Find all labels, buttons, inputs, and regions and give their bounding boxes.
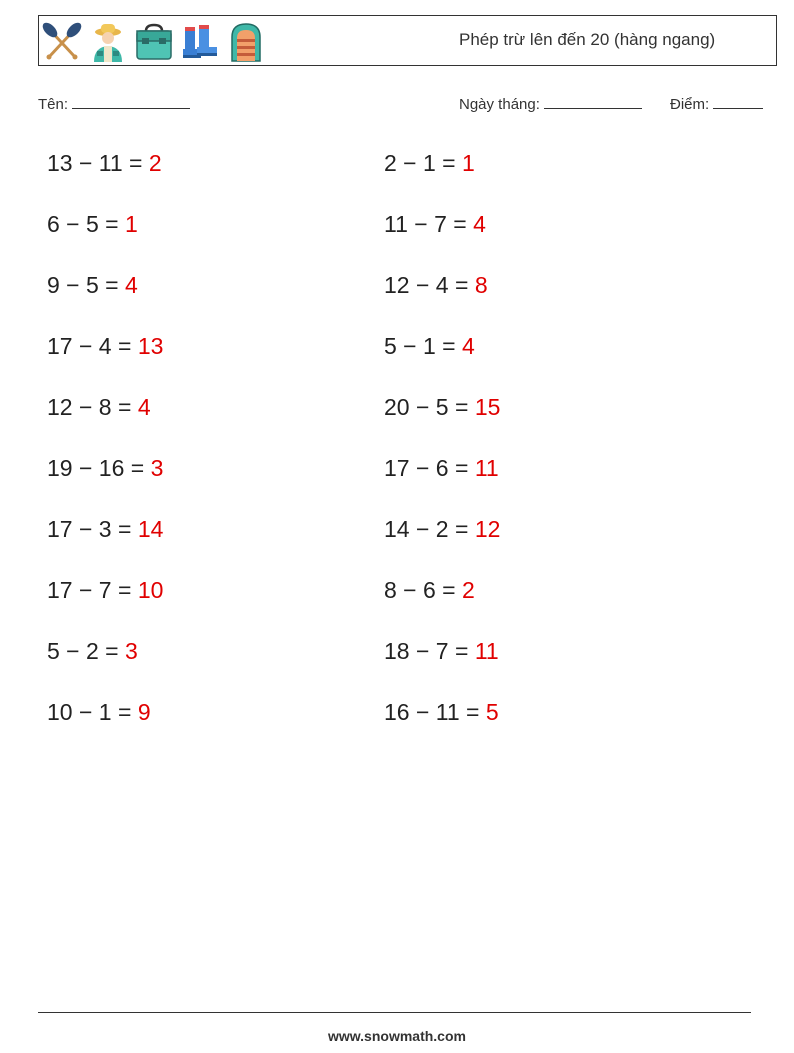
problem-item: 5 − 2 = 3 — [47, 638, 138, 664]
problem-item: 9 − 5 = 4 — [47, 272, 138, 298]
problem-item: 17 − 3 = 14 — [47, 516, 164, 542]
tackle-box-icon — [133, 21, 175, 63]
answer: 4 — [137, 394, 151, 420]
fisherman-icon — [87, 21, 129, 63]
answer: 5 — [485, 699, 499, 725]
problem-item: 19 − 16 = 3 — [47, 455, 164, 481]
answer: 11 — [474, 455, 499, 481]
answer: 3 — [125, 638, 138, 664]
answer: 4 — [125, 272, 138, 298]
problem-item: 5 − 1 = 4 — [384, 333, 475, 359]
answer: 4 — [462, 333, 475, 359]
answer: 2 — [148, 150, 162, 176]
score-label: Điểm: — [670, 96, 710, 113]
answer: 12 — [474, 516, 501, 542]
problem-item: 10 − 1 = 9 — [47, 699, 151, 725]
problem-item: 11 − 7 = 4 — [384, 211, 486, 237]
problem-item: 14 − 2 = 12 — [384, 516, 501, 542]
problem-item: 17 − 7 = 10 — [47, 577, 164, 603]
name-label: Tên: — [38, 96, 69, 113]
date-label: Ngày tháng: — [459, 96, 540, 113]
answer: 15 — [474, 394, 501, 420]
footer-divider — [38, 1012, 751, 1013]
boat-icon — [225, 21, 267, 63]
answer: 13 — [137, 333, 164, 359]
name-blank — [72, 94, 190, 109]
score-field — [670, 94, 763, 113]
rubber-boots-icon — [179, 21, 221, 63]
date-field — [459, 94, 642, 113]
footer-url[interactable]: www.snowmath.com — [328, 1028, 466, 1044]
answer: 8 — [474, 272, 488, 298]
problem-item: 6 − 5 = 1 — [47, 211, 138, 237]
answer: 10 — [137, 577, 164, 603]
problem-item: 13 − 11 = 2 — [47, 150, 162, 176]
problem-item: 8 − 6 = 2 — [384, 577, 475, 603]
problem-item: 16 − 11 = 5 — [384, 699, 499, 725]
problem-item: 12 − 4 = 8 — [384, 272, 488, 298]
date-blank — [544, 94, 642, 109]
answer: 1 — [462, 150, 475, 176]
worksheet-header — [38, 15, 777, 66]
problem-item: 2 − 1 = 1 — [384, 150, 475, 176]
answer: 1 — [125, 211, 138, 237]
score-blank — [713, 94, 763, 109]
crossed-oars-icon — [41, 21, 83, 63]
problem-item: 17 − 6 = 11 — [384, 455, 499, 481]
problem-item: 20 − 5 = 15 — [384, 394, 501, 420]
answer: 4 — [473, 211, 486, 237]
header-icons — [41, 19, 267, 65]
problem-item: 18 − 7 = 11 — [384, 638, 499, 664]
problem-item: 12 − 8 = 4 — [47, 394, 151, 420]
problem-item: 17 − 4 = 13 — [47, 333, 164, 359]
answer: 11 — [474, 638, 499, 664]
answer: 2 — [462, 577, 475, 603]
name-field — [38, 94, 190, 113]
answer: 3 — [150, 455, 164, 481]
answer: 14 — [137, 516, 164, 542]
worksheet-title: Phép trừ lên đến 20 (hàng ngang) — [459, 30, 716, 49]
answer: 9 — [137, 699, 151, 725]
